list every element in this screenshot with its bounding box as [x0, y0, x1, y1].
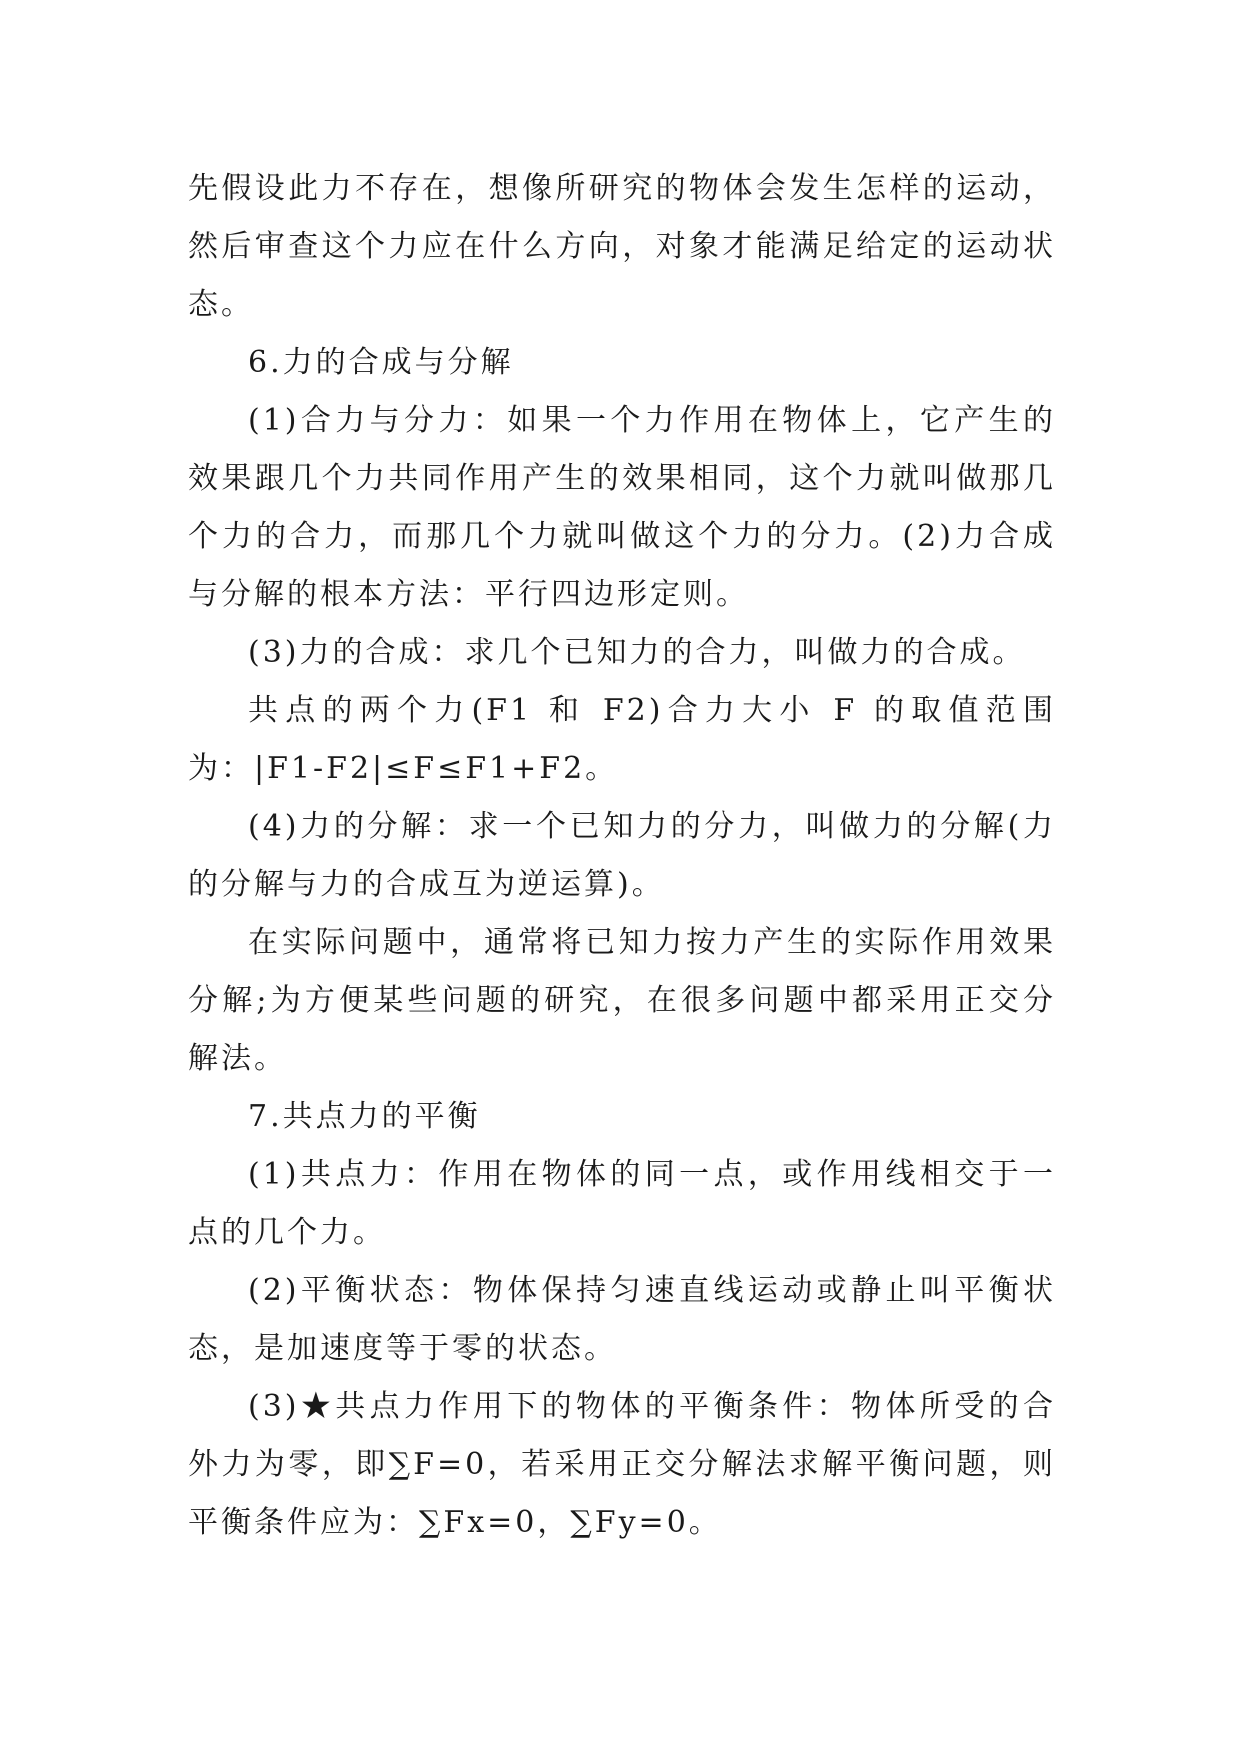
paragraph-decomposition: (4)力的分解：求一个已知力的分力，叫做力的分解(力的分解与力的合成互为逆运算)。	[188, 809, 1056, 902]
paragraph-composition: (3)力的合成：求几个已知力的合力，叫做力的合成。	[248, 635, 1026, 670]
paragraph-concurrent-forces: (1)共点力：作用在物体的同一点，或作用线相交于一点的几个力。	[188, 1157, 1056, 1250]
paragraph-continuation: 先假设此力不存在，想像所研究的物体会发生怎样的运动，然后审查这个力应在什么方向，对象才能满足给定的运动状态。	[188, 171, 1056, 322]
paragraph-range: 共点的两个力(F1 和 F2)合力大小 F 的取值范围为：|F1-F2|≤F≤F1+F2。	[188, 693, 1056, 786]
paragraph-practical: 在实际问题中，通常将已知力按力产生的实际作用效果分解;为方便某些问题的研究，在很多问题中都采用正交分解法。	[188, 925, 1056, 1076]
paragraph-equilibrium-condition: (3)★共点力作用下的物体的平衡条件：物体所受的合外力为零，即∑F=0，若采用正交分解法求解平衡问题，则平衡条件应为：∑Fx=0，∑Fy=0。	[188, 1389, 1056, 1540]
paragraph-equilibrium-state: (2)平衡状态：物体保持匀速直线运动或静止叫平衡状态，是加速度等于零的状态。	[188, 1273, 1056, 1366]
document-body	[188, 160, 1056, 1552]
section-heading-7: 7.共点力的平衡	[248, 1099, 481, 1134]
section-heading-6: 6.力的合成与分解	[248, 345, 514, 380]
paragraph-resultant-force: (1)合力与分力：如果一个力作用在物体上，它产生的效果跟几个力共同作用产生的效果相同，这个力就叫做那几个力的合力，而那几个力就叫做这个力的分力。(2)力合成与分解的根本方法：平行四边形定则。	[188, 403, 1056, 612]
